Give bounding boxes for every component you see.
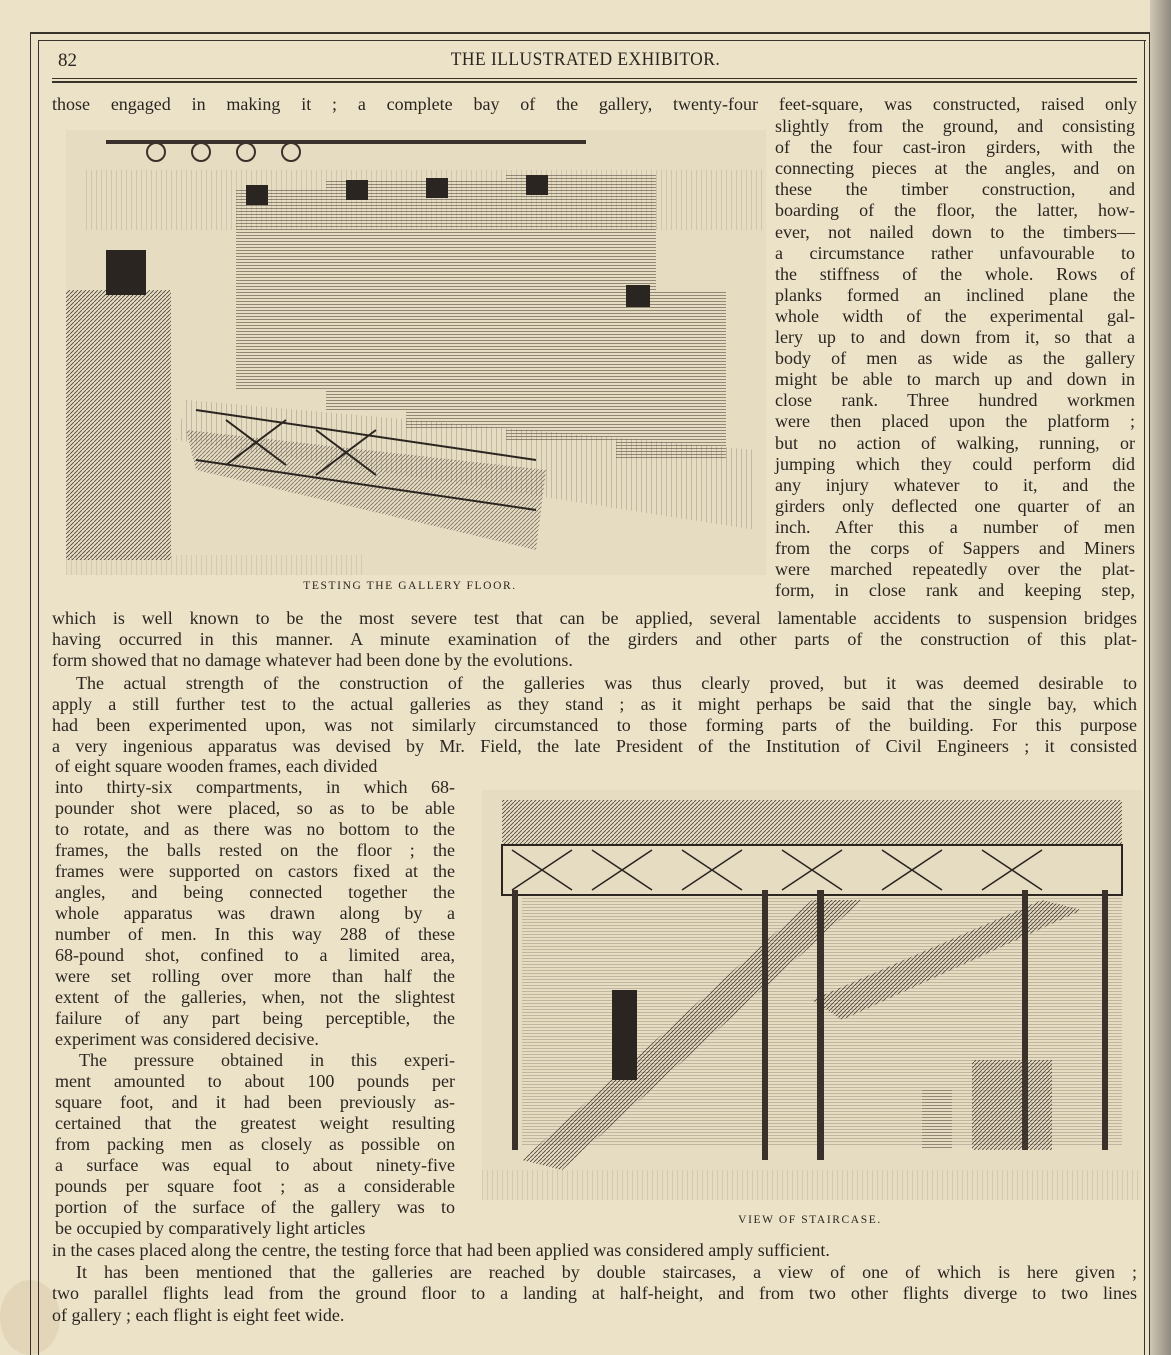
text-line-right-column: the stiffness of the whole. Rows of bbox=[775, 263, 1135, 284]
text-line-right-column: whole width of the experimental gal- bbox=[775, 305, 1135, 326]
text-line-right-column: lery up to and down from it, so that a bbox=[775, 327, 1135, 347]
text-line-right-column: might be able to march up and down in bbox=[775, 369, 1135, 390]
text-line-right-column: from the corps of Sappers and Miners bbox=[775, 538, 1135, 558]
page-edge-shadow bbox=[1150, 0, 1171, 1355]
text-line-right-column: inch. After this a number of men bbox=[775, 516, 1135, 537]
text-line-right-column: jumping which they could perform did bbox=[775, 453, 1135, 474]
text-line-left-column: of eight square wooden frames, each divided bbox=[55, 756, 378, 776]
text-line-left-column: failure of any part being perceptible, the bbox=[55, 1008, 455, 1028]
text-line-full-block-2: The actual strength of the construction of the galleries was thus clearly proved, but it was deemed desirable to bbox=[76, 673, 1137, 693]
text-line-left-column: ment amounted to about 100 pounds per bbox=[55, 1071, 455, 1091]
text-line-left-column: from packing men as closely as possible on bbox=[55, 1134, 455, 1154]
frame-rule-right-outer bbox=[1149, 32, 1150, 1355]
text-line-right-column: girders only deflected one quarter of an bbox=[775, 495, 1135, 516]
text-line-full-block-1: form showed that no damage whatever had been done by the evolutions. bbox=[52, 650, 573, 671]
text-line-right-column: slightly from the ground, and consisting bbox=[775, 116, 1135, 136]
text-line-left-column: square foot, and it had been previously as- bbox=[55, 1092, 455, 1112]
text-line-left-column: angles, and being connected together the bbox=[55, 882, 455, 902]
text-line-full-block-1: having occurred in this manner. A minute examination of the girders and other parts of the construction of this plat- bbox=[52, 629, 1137, 650]
frame-rule-top-outer bbox=[30, 32, 1150, 34]
text-line-full-block-3: in the cases placed along the centre, the testing force that had been applied was considered amply sufficient. bbox=[52, 1240, 830, 1260]
header-rule-thick bbox=[52, 81, 1137, 83]
text-line-full-block-2: had been experimented upon, was not similarly circumstanced to those forming parts of the building. For this purpose bbox=[52, 715, 1137, 736]
text-line-full-block-1: which is well known to be the most severe test that can be applied, several lamentable accidents to suspension bridges bbox=[52, 608, 1137, 628]
text-line-left-column: whole apparatus was drawn along by a bbox=[55, 903, 455, 923]
text-line-right-column: connecting pieces at the angles, and on bbox=[775, 158, 1135, 179]
text-line-right-column: but no action of walking, running, or bbox=[775, 432, 1135, 453]
text-line-right-column: of the four cast-iron girders, with the bbox=[775, 137, 1135, 158]
text-line-opening-line: those engaged in making it ; a complete bay of the gallery, twenty-four feet-square, was constructed, raised only bbox=[52, 94, 1137, 114]
frame-rule-top-inner bbox=[38, 40, 1146, 41]
text-line-left-column: pounds per square foot ; as a considerable bbox=[55, 1176, 455, 1196]
text-line-right-column: body of men as wide as the gallery bbox=[775, 348, 1135, 369]
text-line-left-column: portion of the surface of the gallery was to bbox=[55, 1197, 455, 1217]
text-line-right-column: were then placed upon the platform ; bbox=[775, 411, 1135, 432]
page-number: 82 bbox=[58, 50, 77, 71]
frame-rule-left-inner bbox=[38, 40, 39, 1355]
text-line-right-column: planks formed an inclined plane the bbox=[775, 284, 1135, 305]
frame-rule-left-outer bbox=[30, 32, 31, 1355]
text-line-right-column: any injury whatever to it, and the bbox=[775, 474, 1135, 495]
text-line-full-block-2: a very ingenious apparatus was devised by Mr. Field, the late President of the Institution of Civil Engineers ; it consisted bbox=[52, 736, 1137, 757]
text-line-left-column: frames, the balls rested on the floor ; the bbox=[55, 840, 455, 860]
text-line-left-column: extent of the galleries, when, not the slightest bbox=[55, 987, 455, 1007]
figure-caption-view-of-staircase: VIEW OF STAIRCASE. bbox=[738, 1214, 882, 1226]
text-line-full-block-3: of gallery ; each flight is eight feet wide. bbox=[52, 1305, 345, 1326]
figure-caption-testing-gallery-floor: TESTING THE GALLERY FLOOR. bbox=[303, 580, 517, 592]
text-line-right-column: boarding of the floor, the latter, how- bbox=[775, 200, 1135, 221]
text-line-right-column: close rank. Three hundred workmen bbox=[775, 390, 1135, 411]
engraving-view-of-staircase bbox=[482, 790, 1142, 1200]
text-line-right-column: these the timber construction, and bbox=[775, 179, 1135, 200]
text-line-left-column: were set rolling over more than half the bbox=[55, 966, 455, 986]
engraving-testing-gallery-floor bbox=[66, 130, 766, 575]
text-line-left-column: frames were supported on castors fixed at the bbox=[55, 861, 455, 881]
text-line-left-column: into thirty-six compartments, in which 68- bbox=[55, 777, 455, 797]
text-line-full-block-3: two parallel flights lead from the ground floor to a landing at half-height, and from two other flights diverge to two lines bbox=[52, 1283, 1137, 1304]
running-title: THE ILLUSTRATED EXHIBITOR. bbox=[450, 49, 721, 70]
text-line-left-column: a surface was equal to about ninety-five bbox=[55, 1155, 455, 1175]
text-line-left-column: The pressure obtained in this experi- bbox=[79, 1050, 455, 1070]
text-line-left-column: to rotate, and as there was no bottom to the bbox=[55, 819, 455, 839]
text-line-left-column: pounder shot were placed, so as to be able bbox=[55, 798, 455, 818]
frame-rule-right-inner bbox=[1144, 40, 1145, 1355]
text-line-left-column: number of men. In this way 288 of these bbox=[55, 924, 455, 944]
text-line-right-column: a circumstance rather unfavourable to bbox=[775, 242, 1135, 263]
text-line-left-column: certained that the greatest weight resulting bbox=[55, 1113, 455, 1133]
text-line-right-column: form, in close rank and keeping step, bbox=[775, 580, 1135, 601]
text-line-left-column: be occupied by comparatively light articles bbox=[55, 1218, 366, 1238]
text-line-full-block-2: apply a still further test to the actual galleries as they stand ; as it might perhaps be said that the single bay, which bbox=[52, 694, 1137, 715]
text-line-left-column: 68-pound shot, confined to a limited area, bbox=[55, 945, 455, 965]
text-line-right-column: were marched repeatedly over the plat- bbox=[775, 559, 1135, 580]
text-line-right-column: ever, not nailed down to the timbers— bbox=[775, 221, 1135, 242]
text-line-left-column: experiment was considered decisive. bbox=[55, 1029, 319, 1049]
text-line-full-block-3: It has been mentioned that the galleries are reached by double staircases, a view of one of which is here given ; bbox=[76, 1261, 1137, 1282]
header-rule-thin bbox=[52, 78, 1137, 79]
